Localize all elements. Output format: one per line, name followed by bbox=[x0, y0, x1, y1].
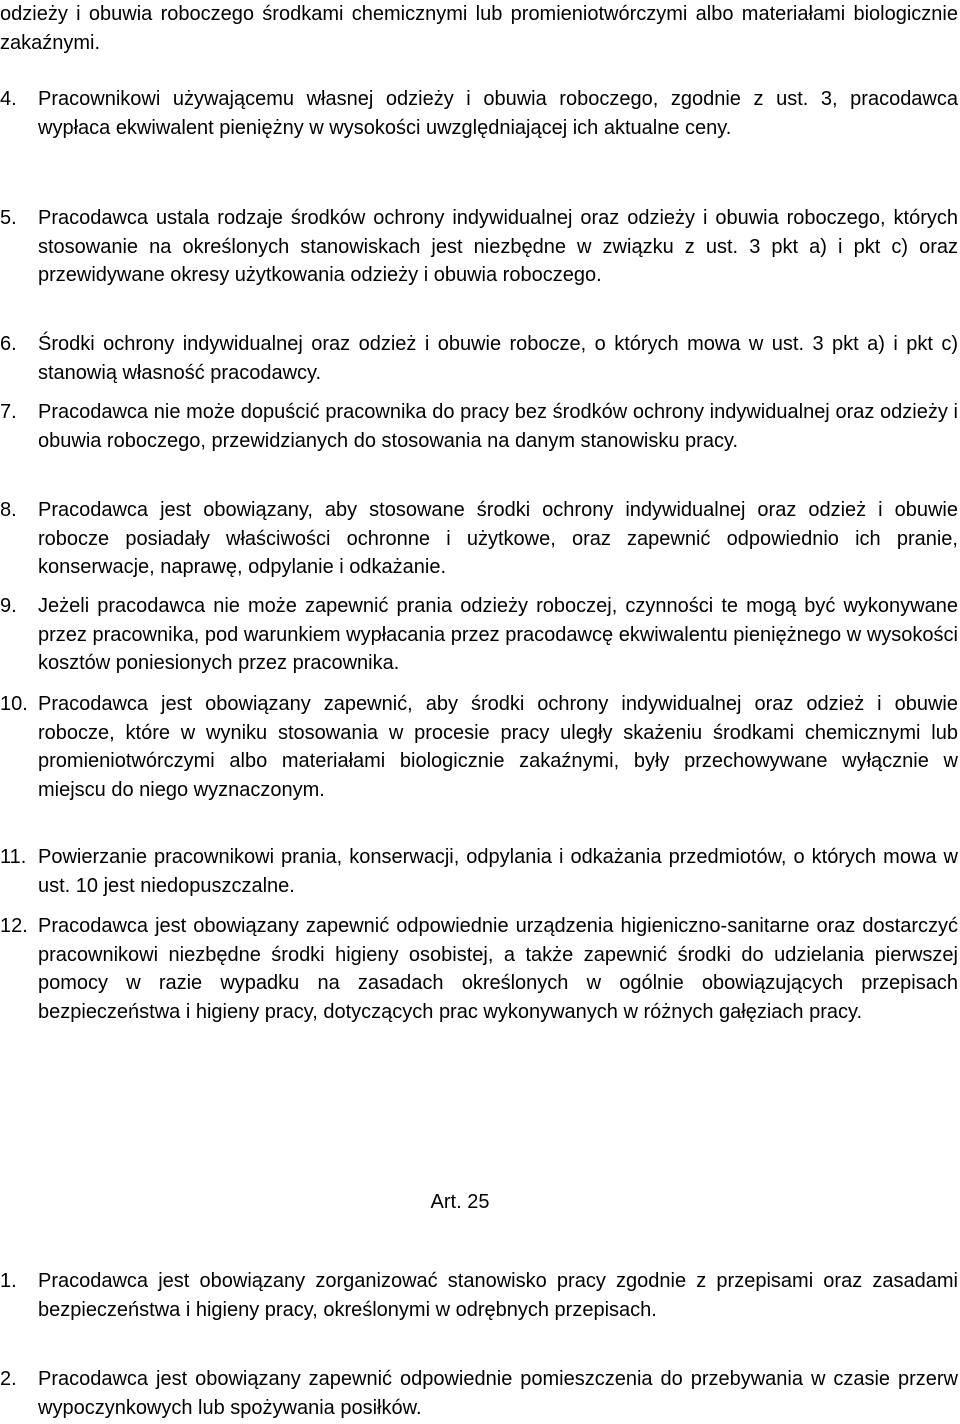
list-item-12 bbox=[0, 912, 958, 1026]
list-item-11 bbox=[0, 843, 958, 900]
list-item-4 bbox=[0, 85, 958, 142]
list-item-text: Jeżeli pracodawca nie może zapewnić prania odzieży roboczej, czynności te mogą być wykonywane przez pracownika, pod warunkiem wypłacania przez pracodawcę ekwiwalentu pieniężnego w wysokości kosztów poniesionych przez pracownika. bbox=[38, 595, 958, 674]
list-item-text: Pracodawca jest obowiązany, aby stosowane środki ochrony indywidualnej oraz odzież i obuwie robocze posiadały właściwości ochronne i użytkowe, oraz zapewnić odpowiednio ich pranie, konserwacje, naprawę, odpylanie i odkażanie. bbox=[38, 499, 958, 578]
list-item-8 bbox=[0, 496, 958, 582]
list-item-text: Pracodawca nie może dopuścić pracownika do pracy bez środków ochrony indywidualnej oraz odzieży i obuwia roboczego, przewidzianych do stosowania na danym stanowisku pracy. bbox=[38, 401, 958, 452]
list-item-10 bbox=[0, 690, 958, 804]
list-item-text: Powierzanie pracownikowi prania, konserwacji, odpylania i odkażania przedmiotów, o których mowa w ust. 10 jest niedopuszczalne. bbox=[38, 846, 958, 897]
list-item-text: Pracodawca jest obowiązany zapewnić odpowiednie urządzenia higieniczno-sanitarne oraz dostarczyć pracownikowi niezbędne środki higieny osobistej, a także zapewnić środki do udzielania pierwszej pomocy w razie wypadku na zasadach określonych w ogólnie obowiązujących przepisach bezpieczeństwa i higieny pracy, dotyczących prac wykonywanych w różnych gałęziach pracy. bbox=[38, 915, 958, 1023]
list-item-number: 2. bbox=[0, 1368, 17, 1390]
article-item-1 bbox=[0, 1267, 958, 1324]
list-item-number: 8. bbox=[0, 499, 17, 521]
list-item-5 bbox=[0, 204, 958, 290]
list-item-number: 11. bbox=[0, 846, 27, 868]
list-item-number: 1. bbox=[0, 1270, 17, 1292]
list-item-text: Pracodawca jest obowiązany zapewnić odpowiednie pomieszczenia do przebywania w czasie przerw wypoczynkowych lub spożywania posiłków. bbox=[38, 1368, 958, 1419]
list-item-number: 9. bbox=[0, 595, 17, 617]
list-item-number: 12. bbox=[0, 915, 28, 937]
list-item-text: Pracownikowi używającemu własnej odzieży i obuwia roboczego, zgodnie z ust. 3, pracodawca wypłaca ekwiwalent pieniężny w wysokości uwzględniającej ich aktualne ceny. bbox=[38, 88, 958, 139]
article-item-2 bbox=[0, 1365, 958, 1422]
list-item-text: Pracodawca jest obowiązany zapewnić, aby środki ochrony indywidualnej oraz odzież i obuwie robocze, które w wyniku stosowania w procesie pracy uległy skażeniu środkami chemicznymi lub promieniotwórczymi albo materiałami biologicznie zakaźnymi, były przechowywane wyłącznie w miejscu do niego wyznaczonym. bbox=[38, 693, 958, 801]
list-item-text: Pracodawca ustala rodzaje środków ochrony indywidualnej oraz odzieży i obuwia roboczego, których stosowanie na określonych stanowiskach jest niezbędne w związku z ust. 3 pkt a) i pkt c) oraz przewidywane okresy użytkowania odzieży i obuwia roboczego. bbox=[38, 207, 958, 286]
list-item-7 bbox=[0, 398, 958, 455]
article-heading: Art. 25 bbox=[430, 1191, 490, 1213]
list-item-number: 10. bbox=[0, 693, 28, 715]
list-item-number: 7. bbox=[0, 401, 17, 423]
list-item-text: Pracodawca jest obowiązany zorganizować stanowisko pracy zgodnie z przepisami oraz zasadami bezpieczeństwa i higieny pracy, określonymi w odrębnych przepisach. bbox=[38, 1270, 958, 1321]
intro-paragraph: odzieży i obuwia roboczego środkami chemicznymi lub promieniotwórczymi albo materiałami biologicznie zakaźnymi. bbox=[0, 3, 958, 54]
list-item-number: 6. bbox=[0, 333, 17, 355]
list-item-number: 4. bbox=[0, 88, 17, 110]
list-item-6 bbox=[0, 330, 958, 387]
list-item-9 bbox=[0, 592, 958, 678]
list-item-number: 5. bbox=[0, 207, 17, 229]
list-item-text: Środki ochrony indywidualnej oraz odzież i obuwie robocze, o których mowa w ust. 3 pkt a) i pkt c) stanowią własność pracodawcy. bbox=[38, 333, 958, 384]
